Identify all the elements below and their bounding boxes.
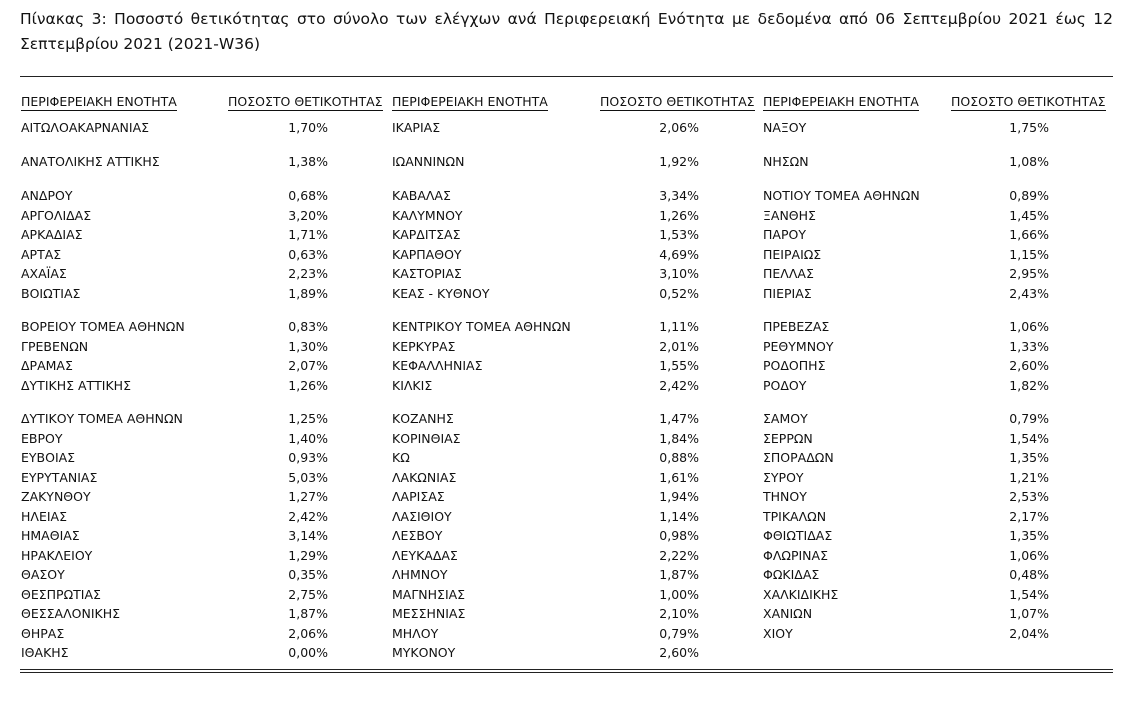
region-name: ΛΑΚΩΝΙΑΣ bbox=[392, 469, 457, 485]
region-name: ΑΡΓΟΛΙΔΑΣ bbox=[21, 207, 92, 223]
region-name: ΤΗΝΟΥ bbox=[763, 489, 807, 504]
positivity-rate: 1,29% bbox=[288, 547, 328, 563]
positivity-rate: 5,03% bbox=[288, 469, 328, 485]
positivity-rate: 0,35% bbox=[288, 567, 328, 582]
positivity-rate: 2,07% bbox=[288, 358, 328, 373]
positivity-rate: 1,75% bbox=[1009, 120, 1049, 135]
positivity-rate: 1,06% bbox=[1009, 319, 1049, 334]
positivity-rate: 0,52% bbox=[659, 285, 699, 301]
positivity-rate: 1,87% bbox=[659, 567, 699, 582]
column-header-rate: ΠΟΣΟΣΤΟ ΘΕΤΙΚΟΤΗΤΑΣ bbox=[600, 94, 755, 109]
region-name: ΗΡΑΚΛΕΙΟΥ bbox=[21, 547, 93, 563]
region-name: ΔΥΤΙΚΗΣ ΑΤΤΙΚΗΣ bbox=[21, 377, 131, 393]
positivity-rate: 1,55% bbox=[659, 358, 699, 373]
positivity-rate: 1,40% bbox=[288, 430, 328, 446]
region-name: ΞΑΝΘΗΣ bbox=[763, 207, 816, 223]
positivity-rate: 1,07% bbox=[1009, 606, 1049, 621]
positivity-rate: 1,47% bbox=[659, 411, 699, 426]
region-name: ΔΥΤΙΚΟΥ ΤΟΜΕΑ ΑΘΗΝΩΝ bbox=[21, 411, 183, 426]
positivity-rate: 1,82% bbox=[1009, 377, 1049, 393]
positivity-rate: 0,00% bbox=[288, 645, 328, 660]
bottom-rule bbox=[20, 669, 1113, 670]
region-name: ΗΛΕΙΑΣ bbox=[21, 508, 67, 524]
region-name: ΚΙΛΚΙΣ bbox=[392, 377, 433, 393]
region-name: ΠΙΕΡΙΑΣ bbox=[763, 285, 812, 301]
region-name: ΣΑΜΟΥ bbox=[763, 411, 808, 426]
positivity-rate: 4,69% bbox=[659, 246, 699, 262]
positivity-rate: 1,00% bbox=[659, 586, 699, 602]
region-name: ΣΥΡΟΥ bbox=[763, 469, 804, 485]
region-name: ΕΥΒΟΙΑΣ bbox=[21, 450, 76, 465]
positivity-rate: 0,83% bbox=[288, 319, 328, 334]
positivity-rate: 1,15% bbox=[1009, 246, 1049, 262]
region-name: ΚΑΡΠΑΘΟΥ bbox=[392, 246, 462, 262]
column-header-rate: ΠΟΣΟΣΤΟ ΘΕΤΙΚΟΤΗΤΑΣ bbox=[228, 94, 383, 109]
region-name: ΜΕΣΣΗΝΙΑΣ bbox=[392, 606, 466, 621]
region-name: ΘΗΡΑΣ bbox=[21, 625, 65, 641]
positivity-rate: 2,42% bbox=[659, 377, 699, 393]
positivity-rate: 1,66% bbox=[1009, 227, 1049, 242]
positivity-rate: 0,88% bbox=[659, 450, 699, 465]
region-name: ΑΝΑΤΟΛΙΚΗΣ ΑΤΤΙΚΗΣ bbox=[21, 154, 160, 169]
positivity-rate: 2,04% bbox=[1009, 625, 1049, 641]
region-name: ΠΑΡΟΥ bbox=[763, 227, 806, 242]
region-name: ΚΟΖΑΝΗΣ bbox=[392, 411, 454, 426]
region-name: ΚΕΝΤΡΙΚΟΥ ΤΟΜΕΑ ΑΘΗΝΩΝ bbox=[392, 319, 571, 334]
region-name: ΑΡΚΑΔΙΑΣ bbox=[21, 227, 83, 242]
positivity-rate: 3,34% bbox=[659, 188, 699, 203]
region-name: ΕΥΡΥΤΑΝΙΑΣ bbox=[21, 469, 98, 485]
region-name: ΘΕΣΠΡΩΤΙΑΣ bbox=[21, 586, 101, 602]
positivity-rate: 0,79% bbox=[1009, 411, 1049, 426]
region-name: ΛΑΡΙΣΑΣ bbox=[392, 489, 445, 504]
region-name: ΦΛΩΡΙΝΑΣ bbox=[763, 547, 828, 563]
region-name: ΛΕΣΒΟΥ bbox=[392, 528, 443, 543]
top-rule bbox=[20, 76, 1113, 77]
positivity-rate: 1,84% bbox=[659, 430, 699, 446]
region-name: ΛΑΣΙΘΙΟΥ bbox=[392, 508, 452, 524]
region-name: ΦΩΚΙΔΑΣ bbox=[763, 567, 820, 582]
positivity-rate: 2,60% bbox=[1009, 358, 1049, 373]
positivity-rate: 0,48% bbox=[1009, 567, 1049, 582]
positivity-rate: 3,20% bbox=[288, 207, 328, 223]
positivity-rate: 2,53% bbox=[1009, 489, 1049, 504]
positivity-rate: 1,54% bbox=[1009, 430, 1049, 446]
region-name: ΖΑΚΥΝΘΟΥ bbox=[21, 489, 91, 504]
positivity-rate: 1,94% bbox=[659, 489, 699, 504]
region-name: ΗΜΑΘΙΑΣ bbox=[21, 528, 80, 543]
positivity-rate: 2,23% bbox=[288, 266, 328, 281]
positivity-rate: 2,01% bbox=[659, 338, 699, 354]
region-name: ΚΩ bbox=[392, 450, 410, 465]
positivity-rate: 1,53% bbox=[659, 227, 699, 242]
positivity-rate: 3,14% bbox=[288, 528, 328, 543]
positivity-rate: 0,68% bbox=[288, 188, 328, 203]
positivity-rate: 1,26% bbox=[659, 207, 699, 223]
region-name: ΜΑΓΝΗΣΙΑΣ bbox=[392, 586, 466, 602]
region-name: ΠΕΛΛΑΣ bbox=[763, 266, 814, 281]
region-name: ΚΑΒΑΛΑΣ bbox=[392, 188, 451, 203]
region-name: ΓΡΕΒΕΝΩΝ bbox=[21, 338, 89, 354]
positivity-rate: 1,89% bbox=[288, 285, 328, 301]
positivity-rate: 3,10% bbox=[659, 266, 699, 281]
region-name: ΠΕΙΡΑΙΩΣ bbox=[763, 246, 822, 262]
positivity-rate: 0,98% bbox=[659, 528, 699, 543]
region-name: ΔΡΑΜΑΣ bbox=[21, 358, 73, 373]
region-name: ΚΑΡΔΙΤΣΑΣ bbox=[392, 227, 461, 242]
table-caption: Πίνακας 3: Ποσοστό θετικότητας στο σύνολο των ελέγχων ανά Περιφερειακή Ενότητα με δεδομένα από 06 Σεπτεμβρίου 2021 έως 12 Σεπτεμβρίου 2021 (2021-W36) bbox=[20, 10, 1113, 53]
region-name: ΝΟΤΙΟΥ ΤΟΜΕΑ ΑΘΗΝΩΝ bbox=[763, 188, 920, 203]
positivity-rate: 1,26% bbox=[288, 377, 328, 393]
region-name: ΝΗΣΩΝ bbox=[763, 154, 809, 169]
region-name: ΝΑΞΟΥ bbox=[763, 120, 807, 135]
region-name: ΑΡΤΑΣ bbox=[21, 246, 62, 262]
region-name: ΜΗΛΟΥ bbox=[392, 625, 439, 641]
region-name: ΙΘΑΚΗΣ bbox=[21, 645, 69, 660]
positivity-rate: 2,95% bbox=[1009, 266, 1049, 281]
region-name: ΦΘΙΩΤΙΔΑΣ bbox=[763, 528, 833, 543]
region-name: ΧΙΟΥ bbox=[763, 625, 793, 641]
region-name: ΒΟΡΕΙΟΥ ΤΟΜΕΑ ΑΘΗΝΩΝ bbox=[21, 319, 185, 334]
positivity-rate: 0,89% bbox=[1009, 188, 1049, 203]
region-name: ΛΗΜΝΟΥ bbox=[392, 567, 448, 582]
positivity-rate: 1,45% bbox=[1009, 207, 1049, 223]
positivity-rate: 1,27% bbox=[288, 489, 328, 504]
positivity-rate: 1,06% bbox=[1009, 547, 1049, 563]
region-name: ΡΕΘΥΜΝΟΥ bbox=[763, 338, 834, 354]
positivity-rate: 1,21% bbox=[1009, 469, 1049, 485]
region-name: ΕΒΡΟΥ bbox=[21, 430, 63, 446]
positivity-rate: 0,63% bbox=[288, 246, 328, 262]
region-name: ΒΟΙΩΤΙΑΣ bbox=[21, 285, 81, 301]
region-name: ΘΑΣΟΥ bbox=[21, 567, 65, 582]
positivity-rate: 2,10% bbox=[659, 606, 699, 621]
column-header-rate: ΠΟΣΟΣΤΟ ΘΕΤΙΚΟΤΗΤΑΣ bbox=[951, 94, 1106, 109]
positivity-rate: 2,06% bbox=[288, 625, 328, 641]
positivity-rate: 1,14% bbox=[659, 508, 699, 524]
region-name: ΧΑΛΚΙΔΙΚΗΣ bbox=[763, 586, 839, 602]
positivity-rate: 1,71% bbox=[288, 227, 328, 242]
positivity-rate: 2,75% bbox=[288, 586, 328, 602]
positivity-rate: 2,17% bbox=[1009, 508, 1049, 524]
positivity-rate: 0,93% bbox=[288, 450, 328, 465]
positivity-rate: 1,87% bbox=[288, 606, 328, 621]
region-name: ΣΠΟΡΑΔΩΝ bbox=[763, 450, 834, 465]
region-name: ΛΕΥΚΑΔΑΣ bbox=[392, 547, 458, 563]
positivity-rate: 1,61% bbox=[659, 469, 699, 485]
region-name: ΣΕΡΡΩΝ bbox=[763, 430, 813, 446]
positivity-rate: 1,08% bbox=[1009, 154, 1049, 169]
region-name: ΧΑΝΙΩΝ bbox=[763, 606, 813, 621]
positivity-rate: 1,33% bbox=[1009, 338, 1049, 354]
region-name: ΑΧΑΪΑΣ bbox=[21, 266, 67, 281]
region-name: ΤΡΙΚΑΛΩΝ bbox=[763, 508, 827, 524]
positivity-rate: 1,25% bbox=[288, 411, 328, 426]
column-header-region: ΠΕΡΙΦΕΡΕΙΑΚΗ ΕΝΟΤΗΤΑ bbox=[21, 94, 177, 109]
region-name: ΚΕΡΚΥΡΑΣ bbox=[392, 338, 456, 354]
positivity-rate: 1,54% bbox=[1009, 586, 1049, 602]
positivity-rate: 2,06% bbox=[659, 120, 699, 135]
positivity-rate: 2,43% bbox=[1009, 285, 1049, 301]
region-name: ΙΩΑΝΝΙΝΩΝ bbox=[392, 154, 465, 169]
column-header-region: ΠΕΡΙΦΕΡΕΙΑΚΗ ΕΝΟΤΗΤΑ bbox=[763, 94, 919, 109]
positivity-rate: 1,35% bbox=[1009, 528, 1049, 543]
region-name: ΡΟΔΟΥ bbox=[763, 377, 807, 393]
region-name: ΑΙΤΩΛΟΑΚΑΡΝΑΝΙΑΣ bbox=[21, 120, 150, 135]
region-name: ΠΡΕΒΕΖΑΣ bbox=[763, 319, 830, 334]
region-name: ΜΥΚΟΝΟΥ bbox=[392, 645, 456, 660]
positivity-rate: 0,79% bbox=[659, 625, 699, 641]
region-name: ΙΚΑΡΙΑΣ bbox=[392, 120, 441, 135]
positivity-rate: 1,30% bbox=[288, 338, 328, 354]
positivity-rate: 1,11% bbox=[659, 319, 699, 334]
region-name: ΚΑΛΥΜΝΟΥ bbox=[392, 207, 463, 223]
bottom-rule-double bbox=[20, 672, 1113, 673]
column-header-region: ΠΕΡΙΦΕΡΕΙΑΚΗ ΕΝΟΤΗΤΑ bbox=[392, 94, 548, 109]
region-name: ΚΕΑΣ - ΚΥΘΝΟΥ bbox=[392, 285, 490, 301]
positivity-rate: 1,92% bbox=[659, 154, 699, 169]
positivity-rate: 2,42% bbox=[288, 508, 328, 524]
region-name: ΚΟΡΙΝΘΙΑΣ bbox=[392, 430, 461, 446]
positivity-rate: 1,38% bbox=[288, 154, 328, 169]
region-name: ΚΑΣΤΟΡΙΑΣ bbox=[392, 266, 462, 281]
positivity-rate: 2,60% bbox=[659, 645, 699, 660]
region-name: ΚΕΦΑΛΛΗΝΙΑΣ bbox=[392, 358, 483, 373]
positivity-rate: 2,22% bbox=[659, 547, 699, 563]
region-name: ΡΟΔΟΠΗΣ bbox=[763, 358, 826, 373]
region-name: ΘΕΣΣΑΛΟΝΙΚΗΣ bbox=[21, 606, 121, 621]
positivity-rate: 1,35% bbox=[1009, 450, 1049, 465]
positivity-rate: 1,70% bbox=[288, 120, 328, 135]
region-name: ΑΝΔΡΟΥ bbox=[21, 188, 73, 203]
